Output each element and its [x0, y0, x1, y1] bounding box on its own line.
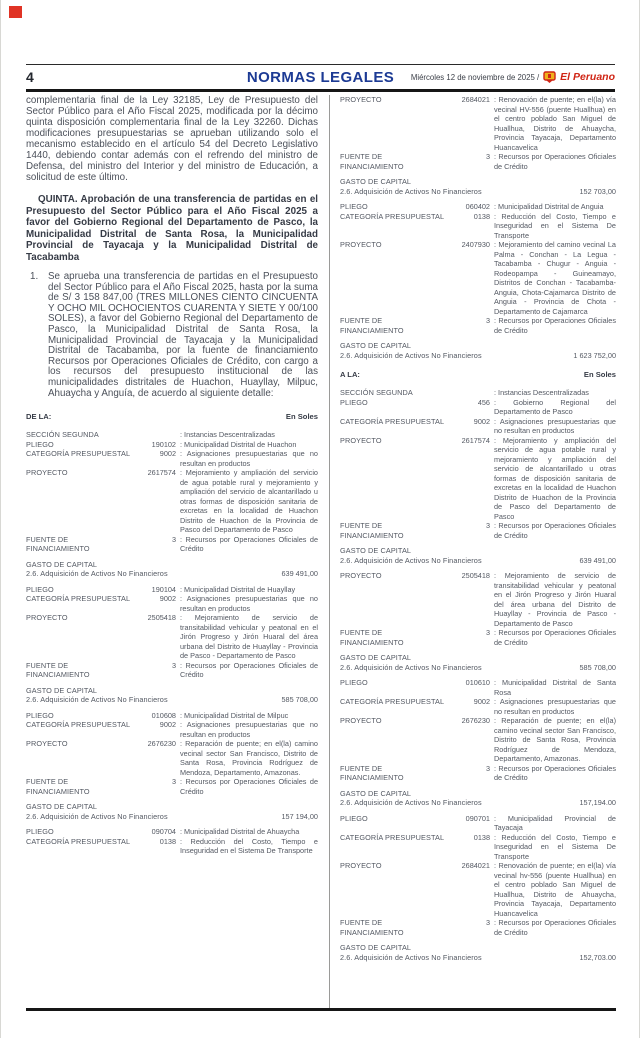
row-label: 2.6. Adquisición de Activos No Financieros [340, 798, 482, 807]
row-label: FUENTE DE FINANCIAMIENTO [26, 777, 90, 796]
left-column [26, 95, 318, 1008]
row-code: 0138 [473, 832, 490, 842]
row-code: 9002 [159, 720, 176, 730]
row-label: PROYECTO [340, 571, 382, 580]
row-label: FUENTE DE FINANCIAMIENTO [340, 918, 404, 937]
row-amount: 152,703.00 [579, 952, 616, 962]
budget-table-row [26, 560, 318, 570]
row-label: PROYECTO [340, 95, 382, 104]
row-code: 060402 [465, 202, 490, 211]
row-code: 2684021 [461, 861, 490, 870]
brand-name: El Peruano [560, 71, 615, 83]
row-code: 3 [485, 316, 490, 325]
row-amount: 1 623 752,00 [573, 350, 616, 360]
row-description: : Recursos por Operaciones Oficiales de Crédito [494, 152, 616, 171]
budget-table-row [26, 695, 318, 705]
budget-table-row [26, 613, 318, 661]
row-label: FUENTE DE FINANCIAMIENTO [340, 628, 404, 647]
row-description [180, 802, 318, 812]
row-label: PROYECTO [340, 716, 382, 725]
a-la-label: A LA: [340, 370, 360, 379]
row-label: CATEGORÍA PRESUPUESTAL [26, 449, 131, 459]
scan-artifact-mark [9, 6, 22, 18]
row-code [136, 430, 176, 440]
row-description: : Mejoramiento y ampliación del servicio de agua potable rural y mejoramiento y ampliación del servicio de alcantarillado u otras formas de disposición sanitaria de excretas en la localidad de Huachon Distrito de Huachon de la Provincia de Pasco del Departamento de Pasco [494, 435, 616, 521]
budget-table-row [26, 468, 318, 535]
row-label: 2.6. Adquisición de Activos No Financieros [340, 350, 482, 360]
row-label: PROYECTO [26, 613, 68, 623]
row-label: GASTO DE CAPITAL [340, 788, 412, 798]
row-description: : Renovación de puente; en el(la) vía vecinal HV-556 (puente Huallhua) en el centro poblado San Miguel de Huallhua, Distrito de Ahuaycha, Provincia Tayacaja, Departamento Huancavelica [494, 95, 616, 152]
row-description: : Recursos por Operaciones Oficiales de Crédito [494, 521, 616, 540]
row-label: PROYECTO [26, 468, 68, 478]
row-description: : Reducción del Costo, Tiempo e Inseguridad en el Sistema De Transporte [494, 832, 616, 861]
row-amount: 639 491,00 [579, 555, 616, 565]
item-number: 1. [30, 271, 39, 282]
row-description: : Mejoramiento de servicio de transitabilidad vehicular y peatonal en el Jirón Progreso y Jirón Huaral del área urbana del Distrito de Huayllay - Provincia de Pasco - Departamento de Pasco [494, 571, 616, 628]
row-code [450, 789, 490, 799]
row-code: 090704 [151, 827, 176, 837]
row-code: 010610 [465, 678, 490, 687]
budget-table-row [26, 535, 318, 554]
row-description: : Municipalidad Distrital de Huachon [180, 439, 297, 449]
row-label: 2.6. Adquisición de Activos No Financieros [340, 662, 482, 672]
row-code: 9002 [159, 449, 176, 459]
column-divider [329, 95, 330, 1008]
row-code: 9002 [159, 594, 176, 604]
row-description: : Recursos por Operaciones Oficiales de Crédito [494, 918, 616, 937]
row-label: GASTO DE CAPITAL [340, 653, 412, 662]
item-text: Se aprueba una transferencia de partidas en el Presupuesto del Sector Público para el Año Fiscal 2025, hasta por la suma de S/ 3 158 847,00 (TRES MILLONES CIENTO CINCUENTA Y OCHO MIL OCHOCIENTOS CUARENTA Y SIETE Y 00/100 SOLES), a favor del Gobierno Regional del Departamento de Pasco, la Municipalidad Distrital de Santa Rosa, la Municipalidad Provincial de Tayacaja y la Municipalidad Distrital de Tacabamba, por la fuente de financiamiento Recursos por Operaciones Oficiales de Crédito, con cargo a los recursos del presupuesto institucional de las municipalidades distritales de Huachon, Huayllay, Milpuc, Ahuaycha y Anguía, de acuerdo al siguiente detalle: [48, 271, 318, 399]
row-label: 2.6. Adquisición de Activos No Financieros [26, 569, 168, 579]
row-label: PLIEGO [26, 710, 54, 720]
page-header [26, 64, 615, 92]
budget-table-row [340, 202, 616, 212]
row-description [180, 560, 318, 570]
row-code: 456 [477, 397, 490, 407]
budget-table-row [26, 440, 318, 450]
row-label: PROYECTO [340, 861, 382, 870]
budget-table-row [340, 716, 616, 764]
budget-table-row [340, 953, 616, 963]
continuation-paragraph: complementaria final de la Ley 32185, Ley de Presupuesto del Sector Público para el Año Fiscal 2025, modificada por la décimo quinta disposición complementaria final de la Ley 32260. Dichas modificaciones presupuestarias se aprueban utilizando solo el mecanismo establecido en el artículo 54 del Decreto Legislativo 1440, debiendo contar además con el refrendo del ministro de Defensa, del ministro del Interior y del ministro de Educación, a solicitud de este último. [26, 95, 318, 183]
budget-table-row [26, 739, 318, 777]
budget-table-row [340, 628, 616, 647]
row-label: CATEGORÍA PRESUPUESTAL [340, 416, 445, 426]
row-code: 2617574 [461, 435, 490, 445]
row-code: 0138 [159, 836, 176, 846]
row-code: 3 [485, 763, 490, 773]
row-description [494, 789, 616, 799]
budget-table-row [26, 686, 318, 696]
row-code: 2505418 [461, 571, 490, 580]
row-description: : Mejoramiento y ampliación del servicio de agua potable rural y mejoramiento y ampliación del servicio de alcantarillado u otras formas de disposición sanitaria de excretas en la localidad de Huachon Distrito de Huachon de la Provincia de Pasco del Departamento de Pasco [180, 468, 318, 535]
row-amount: 585 708,00 [579, 662, 616, 672]
row-code [450, 341, 490, 351]
row-description: : Recursos por Operaciones Oficiales de Crédito [180, 534, 318, 554]
row-description: : Asignaciones presupuestarias que no resultan en productos [180, 594, 318, 613]
row-description: : Municipalidad Distrital de Ahuaycha [180, 827, 300, 837]
row-code: 2407930 [461, 240, 490, 249]
row-label: 2.6. Adquisición de Activos No Financieros [340, 555, 482, 565]
budget-table-row [26, 449, 318, 468]
budget-table-row [340, 212, 616, 241]
budget-table-row [340, 436, 616, 522]
row-description: : Asignaciones presupuestarias que no resultan en productos [494, 697, 616, 716]
row-label: FUENTE DE FINANCIAMIENTO [26, 660, 90, 680]
row-code: 190102 [151, 439, 176, 449]
row-code: 2676230 [147, 739, 176, 749]
row-code: 3 [485, 918, 490, 927]
de-la-table-continued [340, 95, 616, 360]
row-amount: 585 708,00 [281, 695, 318, 705]
row-description: : Recursos por Operaciones Oficiales de Crédito [180, 660, 318, 680]
row-label: PLIEGO [26, 584, 54, 594]
row-code: 2505418 [147, 613, 176, 623]
budget-table-row [340, 798, 616, 808]
budget-table-row [340, 388, 616, 398]
row-label: 2.6. Adquisición de Activos No Financieros [340, 186, 482, 196]
row-description [494, 653, 616, 663]
row-label: CATEGORÍA PRESUPUESTAL [26, 720, 131, 730]
row-description: : Recursos por Operaciones Oficiales de Crédito [494, 316, 616, 335]
quinta-heading: QUINTA. Aprobación de una transferencia de partidas en el Presupuesto del Sector Público para el Año Fiscal 2025 a favor del Gobierno Regional del Departamento de Pasco, la Municipalidad Distrital de Santa Rosa, la Municipalidad Provincial de Tayacaja y la Municipalidad Distrital de Tacabamba [26, 194, 318, 263]
content-columns [26, 95, 616, 1008]
el-peruano-logo-icon [543, 71, 556, 84]
row-description: : Recursos por Operaciones Oficiales de Crédito [180, 777, 318, 796]
row-label: SECCIÓN SEGUNDA [26, 430, 99, 440]
row-label: GASTO DE CAPITAL [26, 559, 98, 569]
row-description [494, 341, 616, 351]
de-la-heading [26, 412, 318, 421]
row-label: 2.6. Adquisición de Activos No Financieros [26, 695, 168, 705]
row-label: PLIEGO [340, 813, 368, 823]
header-row [26, 65, 615, 89]
de-la-table [26, 430, 318, 856]
row-amount: 157 194,00 [281, 811, 318, 821]
budget-table-row [26, 837, 318, 856]
budget-table-row [26, 777, 318, 796]
row-description: : Renovación de puente; en el(la) vía vecinal hv-556 (puente Huallhua) en el centro poblado San Miguel de Huallhua, Distrito de Ahuaycha, Provincia Tayacaja, Departamento Huancavelica [494, 861, 616, 918]
row-label: PLIEGO [26, 439, 54, 449]
row-label: PLIEGO [340, 678, 368, 687]
row-label: CATEGORÍA PRESUPUESTAL [340, 832, 445, 842]
budget-table-row [340, 95, 616, 152]
row-label: PROYECTO [26, 739, 68, 749]
row-label: GASTO DE CAPITAL [340, 341, 412, 350]
budget-table-row [26, 711, 318, 721]
row-code: 010608 [151, 710, 176, 720]
gazette-title: NORMAS LEGALES [246, 68, 395, 86]
row-code [450, 943, 490, 953]
a-la-heading [340, 370, 616, 379]
row-description: : Reparación de puente; en el(la) camino vecinal sector San Francisco, Distrito de Santa Rosa, Provincia Rodríguez de Mendoza, Departamento, Amazonas. [180, 739, 318, 777]
row-description: : Instancias Descentralizadas [494, 388, 589, 397]
row-description: : Municipalidad Distrital de Milpuc [180, 710, 289, 720]
row-amount: 157,194.00 [579, 798, 616, 807]
row-description: : Reducción del Costo, Tiempo e Inseguridad en el Sistema De Transporte [180, 836, 318, 856]
budget-table-row [340, 764, 616, 783]
row-description: : Asignaciones presupuestarias que no resultan en productos [494, 416, 616, 435]
page-bottom-rule [26, 1008, 616, 1011]
row-label: CATEGORÍA PRESUPUESTAL [340, 211, 445, 221]
budget-table-row [340, 187, 616, 197]
budget-table-row [340, 546, 616, 556]
en-soles-label: En Soles [285, 412, 318, 422]
row-code [450, 388, 490, 398]
budget-table-row [340, 351, 616, 361]
budget-table-row [340, 521, 616, 540]
budget-table-row [340, 556, 616, 566]
row-amount: 152 703,00 [579, 186, 616, 196]
row-description: : Reparación de puente; en el(la) camino vecinal sector San Francisco, Distrito de Santa Rosa, Provincia Rodríguez de Mendoza, Departamento, Amazonas. [494, 716, 616, 763]
row-code [450, 177, 490, 187]
row-code: 3 [485, 628, 490, 637]
row-description: : Municipalidad Distrital de Huayllay [180, 584, 296, 594]
row-code: 3 [485, 152, 490, 161]
row-code: 9002 [473, 416, 490, 426]
row-description: : Recursos por Operaciones Oficiales de Crédito [494, 628, 616, 647]
budget-table-row [26, 661, 318, 680]
row-description: : Mejoramiento de servicio de transitabilidad vehicular y peatonal en el Jirón Progreso y Jirón Huaral del área urbana del Distrito de Huayllay - Provincia de Pasco - Departamento de Pasco [180, 613, 318, 661]
budget-table-row [26, 720, 318, 739]
row-code [136, 560, 176, 570]
row-code: 3 [171, 534, 176, 544]
budget-table-row [26, 802, 318, 812]
row-label: CATEGORÍA PRESUPUESTAL [26, 594, 131, 604]
budget-table-row [340, 152, 616, 171]
budget-table-row [340, 571, 616, 628]
budget-table-row [340, 918, 616, 937]
row-label: FUENTE DE FINANCIAMIENTO [340, 521, 404, 540]
row-description: : Asignaciones presupuestarias que no resultan en productos [180, 449, 318, 468]
row-label: SECCIÓN SEGUNDA [340, 388, 413, 397]
budget-table-row [340, 417, 616, 436]
row-code: 9002 [473, 697, 490, 706]
row-label: FUENTE DE FINANCIAMIENTO [340, 152, 404, 171]
row-label: 2.6. Adquisición de Activos No Financieros [26, 811, 168, 821]
a-la-table [340, 388, 616, 962]
row-description: : Mejoramiento del camino vecinal La Palma - Conchan - La Legua - Tacabamba - Chugur - Anguia - Rodeopampa - Guineamayo, Distritos de Conchan - Tacabamba-Anguia, Chota-Cajamarca Distrito de Anguia - Provincia de Chota - Departamento de Cajamarca [494, 240, 616, 316]
row-description: : Municipalidad Provincial de Tayacaja [494, 813, 616, 832]
row-code [450, 546, 490, 556]
budget-table-row [340, 678, 616, 697]
row-label: PLIEGO [340, 202, 368, 211]
budget-table-row [340, 341, 616, 351]
budget-table-row [26, 594, 318, 613]
row-label: GASTO DE CAPITAL [340, 943, 412, 952]
row-label: PLIEGO [26, 827, 54, 837]
row-label: GASTO DE CAPITAL [340, 546, 412, 555]
header-right-group [405, 71, 615, 84]
row-amount: 639 491,00 [281, 569, 318, 579]
budget-table-row [26, 827, 318, 837]
numbered-item [26, 272, 318, 399]
row-description [494, 943, 616, 953]
de-la-label: DE LA: [26, 412, 52, 422]
row-description [494, 546, 616, 556]
budget-table-row [340, 663, 616, 673]
row-description [494, 177, 616, 187]
budget-table-row [26, 569, 318, 579]
budget-table-row [340, 833, 616, 862]
budget-table-row [26, 812, 318, 822]
row-label: PLIEGO [340, 397, 368, 407]
budget-table-row [26, 585, 318, 595]
row-description: : Municipalidad Distrital de Santa Rosa [494, 678, 616, 697]
right-column [340, 95, 616, 1008]
row-code: 090701 [465, 813, 490, 823]
row-description: : Gobierno Regional del Departamento de Pasco [494, 397, 616, 416]
page-number: 4 [26, 69, 34, 85]
row-code: 2684021 [461, 95, 490, 104]
budget-table-row [340, 697, 616, 716]
row-description: : Recursos por Operaciones Oficiales de Crédito [494, 763, 616, 782]
row-label: GASTO DE CAPITAL [26, 685, 98, 695]
budget-table-row [340, 316, 616, 335]
budget-table-row [340, 398, 616, 417]
row-label: CATEGORÍA PRESUPUESTAL [26, 836, 131, 846]
en-soles-label: En Soles [583, 370, 616, 379]
row-label: CATEGORÍA PRESUPUESTAL [340, 697, 445, 706]
row-code [136, 686, 176, 696]
row-description: : Asignaciones presupuestarias que no resultan en productos [180, 720, 318, 739]
row-label: FUENTE DE FINANCIAMIENTO [26, 534, 90, 554]
budget-table-row [340, 653, 616, 663]
row-code: 3 [485, 521, 490, 530]
row-description: : Instancias Descentralizadas [180, 430, 275, 440]
row-code: 3 [171, 660, 176, 670]
row-code: 3 [171, 777, 176, 787]
row-label: PROYECTO [340, 240, 382, 249]
row-code: 190104 [151, 584, 176, 594]
row-description [180, 686, 318, 696]
row-code: 2617574 [147, 468, 176, 478]
row-code [136, 802, 176, 812]
row-label: FUENTE DE FINANCIAMIENTO [340, 316, 404, 335]
row-description: : Reducción del Costo, Tiempo e Inseguridad en el Sistema De Transporte [494, 211, 616, 240]
row-label: PROYECTO [340, 435, 382, 445]
row-description: : Municipalidad Distrital de Anguia [494, 202, 604, 211]
budget-table-row [340, 861, 616, 918]
budget-table-row [26, 430, 318, 440]
row-code: 2676230 [461, 716, 490, 725]
row-code [450, 653, 490, 663]
row-code: 0138 [473, 211, 490, 221]
row-label: GASTO DE CAPITAL [340, 177, 412, 186]
budget-table-row [340, 943, 616, 953]
row-label: GASTO DE CAPITAL [26, 802, 98, 812]
row-label: FUENTE DE FINANCIAMIENTO [340, 763, 404, 782]
header-bottom-rule [26, 89, 615, 92]
budget-table-row [340, 814, 616, 833]
header-date: Miércoles 12 de noviembre de 2025 / [410, 72, 540, 82]
budget-table-row [340, 789, 616, 799]
row-label: 2.6. Adquisición de Activos No Financieros [340, 952, 482, 962]
budget-table-row [340, 177, 616, 187]
budget-table-row [340, 240, 616, 316]
